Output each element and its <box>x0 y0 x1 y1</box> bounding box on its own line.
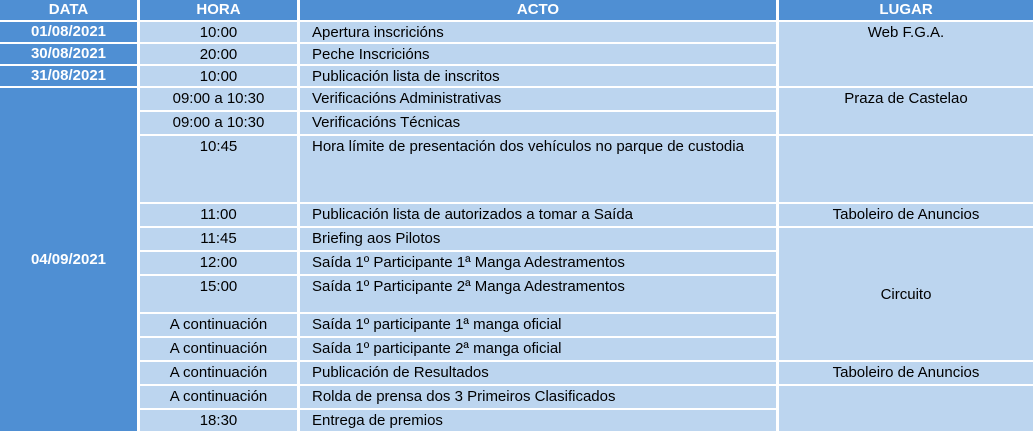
date-cell: 31/08/2021 <box>0 66 137 86</box>
acto-cell: Publicación lista de autorizados a tomar a Saída <box>300 204 776 226</box>
acto-cell: Rolda de prensa dos 3 Primeiros Clasificados <box>300 386 776 408</box>
lugar-cell <box>779 386 1033 431</box>
hora-cell: 10:45 <box>140 136 297 202</box>
acto-cell: Publicación de Resultados <box>300 362 776 384</box>
hora-cell: 12:00 <box>140 252 297 274</box>
acto-cell: Peche Inscricións <box>300 44 776 64</box>
hora-cell: A continuación <box>140 362 297 384</box>
lugar-label: Circuito <box>880 286 932 303</box>
date-cell <box>0 88 137 431</box>
acto-cell: Briefing aos Pilotos <box>300 228 776 250</box>
acto-cell: Publicación lista de inscritos <box>300 66 776 86</box>
hora-cell: 09:00 a 10:30 <box>140 88 297 110</box>
hora-cell: 15:00 <box>140 276 297 312</box>
lugar-cell <box>779 136 1033 202</box>
hora-cell: A continuación <box>140 386 297 408</box>
hora-cell: 10:00 <box>140 66 297 86</box>
hora-cell: 18:30 <box>140 410 297 431</box>
date-cell: 30/08/2021 <box>0 44 137 64</box>
hora-cell: 09:00 a 10:30 <box>140 112 297 134</box>
acto-cell: Verificacións Administrativas <box>300 88 776 110</box>
acto-cell: Apertura inscricións <box>300 22 776 42</box>
hora-cell: A continuación <box>140 314 297 336</box>
acto-cell: Saída 1º participante 2ª manga oficial <box>300 338 776 360</box>
header-lugar: LUGAR <box>779 0 1033 20</box>
lugar-cell <box>779 228 1033 360</box>
acto-cell: Saída 1º Participante 1ª Manga Adestramentos <box>300 252 776 274</box>
hora-cell: 10:00 <box>140 22 297 42</box>
hora-cell: 20:00 <box>140 44 297 64</box>
lugar-cell: Web F.G.A. <box>779 22 1033 86</box>
header-hora: HORA <box>140 0 297 20</box>
lugar-cell: Praza de Castelao <box>779 88 1033 134</box>
hora-cell: 11:00 <box>140 204 297 226</box>
acto-cell: Saída 1º participante 1ª manga oficial <box>300 314 776 336</box>
lugar-cell: Taboleiro de Anuncios <box>779 362 1033 384</box>
lugar-cell: Taboleiro de Anuncios <box>779 204 1033 226</box>
acto-cell: Verificacións Técnicas <box>300 112 776 134</box>
hora-cell: A continuación <box>140 338 297 360</box>
header-data: DATA <box>0 0 137 20</box>
acto-cell: Saída 1º Participante 2ª Manga Adestramentos <box>300 276 776 312</box>
hora-cell: 11:45 <box>140 228 297 250</box>
acto-cell: Entrega de premios <box>300 410 776 431</box>
acto-cell: Hora límite de presentación dos vehículos no parque de custodia <box>300 136 776 202</box>
date-label: 04/09/2021 <box>30 250 107 268</box>
date-cell: 01/08/2021 <box>0 22 137 42</box>
header-acto: ACTO <box>300 0 776 20</box>
